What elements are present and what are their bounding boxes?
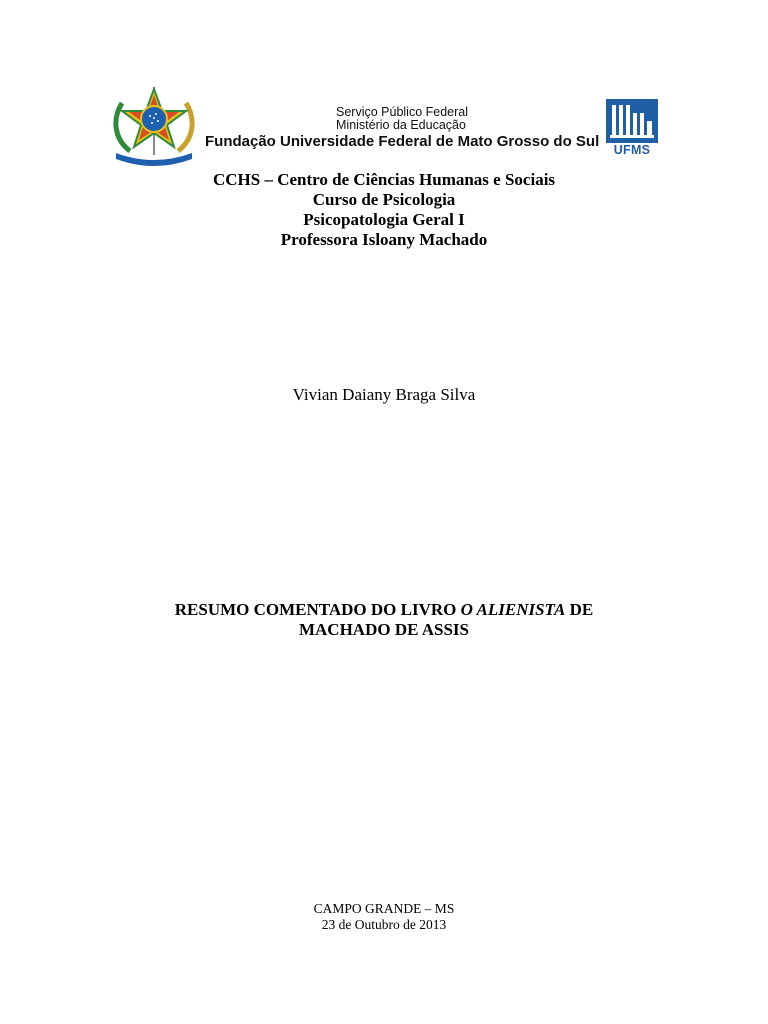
footer-place: CAMPO GRANDE – MS — [313, 901, 455, 916]
institution-subject: Psicopatologia Geral I — [303, 210, 465, 229]
footer — [0, 901, 768, 933]
brazil-coat-of-arms-icon — [108, 83, 200, 167]
title-line-1 — [0, 600, 768, 620]
title-part-2: DE — [565, 600, 594, 619]
ufms-building-logo-icon — [604, 97, 660, 143]
title-part-1: RESUMO COMENTADO DO LIVRO — [174, 600, 461, 619]
letterhead-line-2: Ministério da Educação — [336, 118, 466, 132]
ufms-logo-text: UFMS — [613, 143, 651, 157]
ufms-logo — [604, 97, 660, 159]
institution-professor: Professora Isloany Machado — [280, 230, 488, 249]
title-book-name: O ALIENISTA — [460, 600, 566, 619]
letterhead-institution-name: Fundação Universidade Federal de Mato Grosso do Sul — [205, 133, 600, 150]
title-line-2: MACHADO DE ASSIS — [298, 620, 470, 639]
document-title — [0, 600, 768, 640]
institution-header — [0, 170, 768, 250]
footer-date: 23 de Outubro de 2013 — [321, 917, 447, 932]
institution-center: CCHS – Centro de Ciências Humanas e Sociais — [212, 170, 556, 189]
author-name: Vivian Daiany Braga Silva — [292, 385, 476, 404]
institution-course: Curso de Psicologia — [312, 190, 456, 209]
letterhead-line-1: Serviço Público Federal — [336, 105, 469, 119]
